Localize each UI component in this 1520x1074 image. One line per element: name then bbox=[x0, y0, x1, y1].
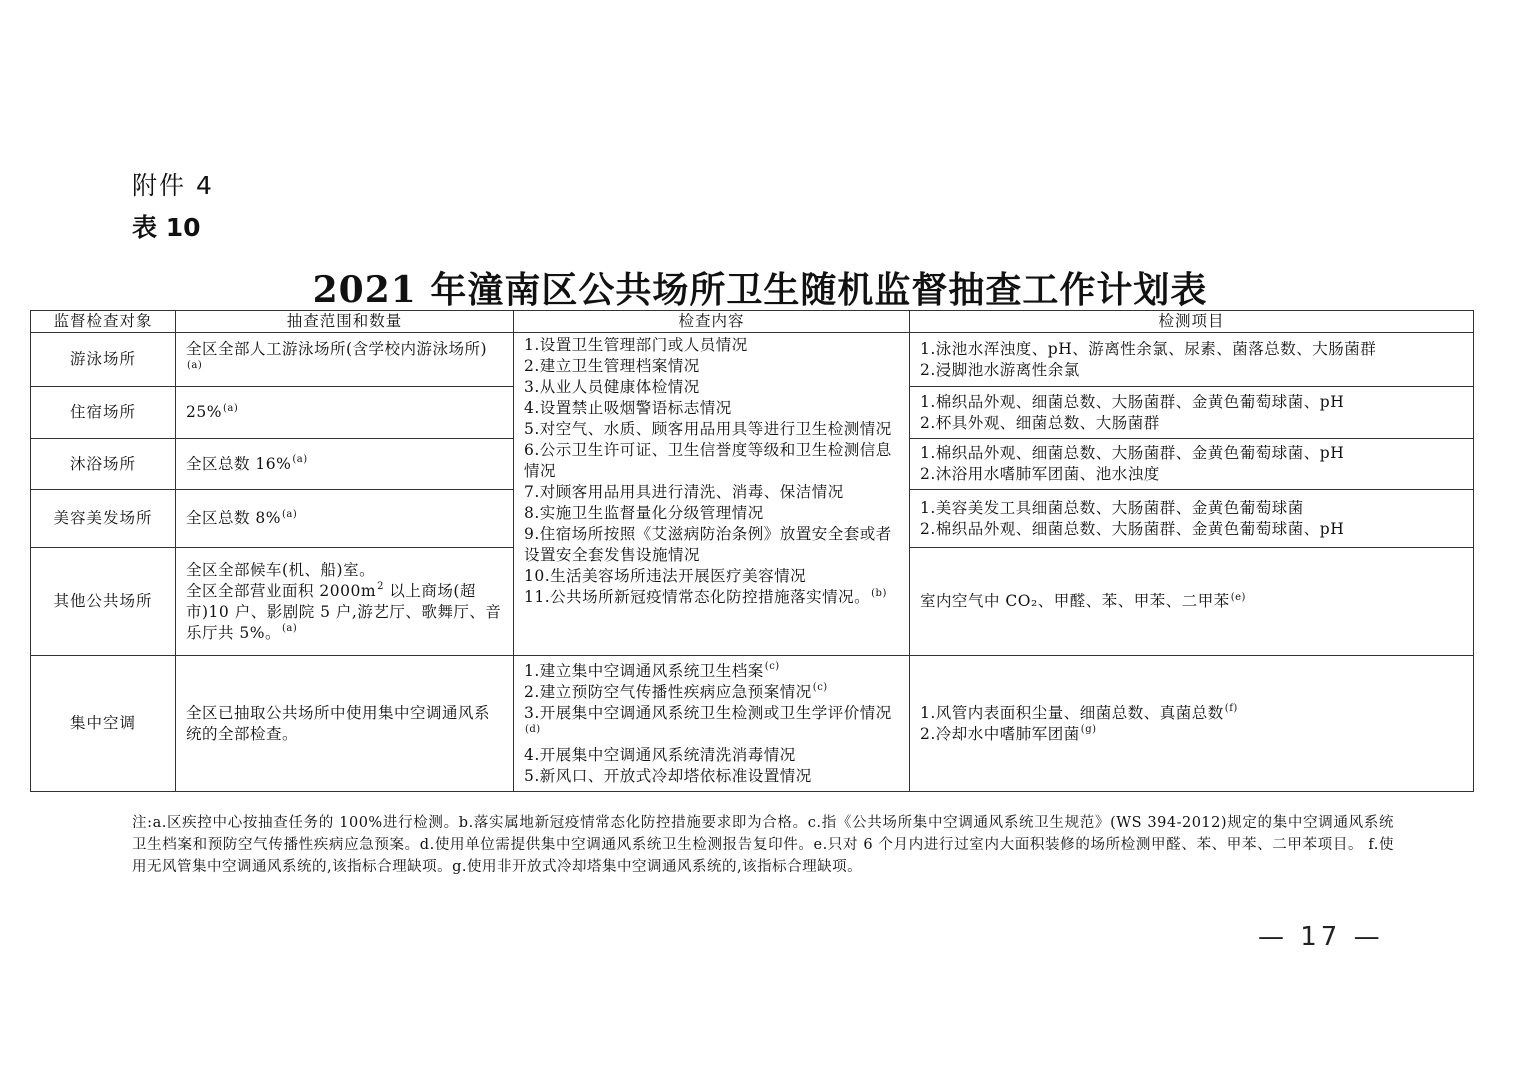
table-row bbox=[31, 656, 1474, 792]
inspection-plan-table bbox=[30, 310, 1474, 792]
row-items bbox=[910, 548, 1474, 656]
footnote-text: 注:a.区疾控中心按抽查任务的 100%进行检测。b.落实属地新冠疫情常态化防控措施要求即为合格。c.指《公共场所集中空调通风系统卫生规范》(WS 394-2012)规定的集中空调通风系统卫生档案和预防空气传播性疾病应急预案。d.使用单位需提供集中空调通风系统卫生检测报告复印件。e.只对 6 个月内进行过室内大面积装修的场所检测甲醛、苯、甲苯、二甲苯项目。 f.使用无风管集中空调通风系统的,该指标合理缺项。g.使用非开放式冷却塔集中空调通风系统的,该指标合理缺项。 bbox=[132, 815, 1394, 875]
header-scope: 抽查范围和数量 bbox=[176, 311, 514, 333]
item-line: 1.棉织品外观、细菌总数、大肠菌群、金黄色葡萄球菌、pH bbox=[920, 392, 1345, 411]
footnote-mark: (a) bbox=[292, 454, 308, 466]
item-line: 室内空气中 CO₂、甲醛、苯、甲苯、二甲苯 bbox=[920, 592, 1230, 610]
content-item: 2.建立卫生管理档案情况 bbox=[524, 357, 700, 375]
document-title: 2021 年潼南区公共场所卫生随机监督抽查工作计划表 bbox=[312, 269, 1208, 311]
item-line bbox=[920, 724, 1463, 745]
row-scope bbox=[176, 490, 514, 548]
scope-text: 全区全部候车(机、船)室。 bbox=[186, 560, 376, 579]
item-line: 2.杯具外观、细菌总数、大肠菌群 bbox=[920, 413, 1160, 432]
footnote-mark: (a) bbox=[187, 360, 203, 372]
item-text: 1.风管内表面积尘量、细菌总数、真菌总数 bbox=[920, 703, 1224, 722]
item-line: 1.美容美发工具细菌总数、大肠菌群、金黄色葡萄球菌 bbox=[920, 498, 1304, 517]
row-items bbox=[910, 333, 1474, 387]
row-object: 美容美发场所 bbox=[31, 490, 176, 548]
row-object: 住宿场所 bbox=[31, 387, 176, 439]
content-item bbox=[524, 703, 899, 745]
footnote-mark: (b) bbox=[871, 587, 887, 599]
scope-text-part: 以上商场(超市)10 户、影剧院 5 户,游艺厅、歌舞厅、音乐厅共 5%。 bbox=[186, 581, 502, 642]
item-line: 2.棉织品外观、细菌总数、大肠菌群、金黄色葡萄球菌、pH bbox=[920, 519, 1345, 538]
page-number: — 17 — bbox=[1258, 922, 1384, 952]
row-scope bbox=[176, 333, 514, 387]
content-item: 4.设置禁止吸烟警语标志情况 bbox=[524, 399, 732, 417]
content-item: 6.公示卫生许可证、卫生信誉度等级和卫生检测信息情况 bbox=[524, 441, 892, 480]
content-item: 5.对空气、水质、顾客用品用具等进行卫生检测情况 bbox=[524, 420, 892, 438]
shared-content-cell bbox=[514, 333, 910, 656]
item-line: 2.沐浴用水嗜肺军团菌、池水浊度 bbox=[920, 465, 1160, 483]
content-item-text: 3.开展集中空调通风系统卫生检测或卫生学评价情况 bbox=[524, 703, 892, 722]
item-line bbox=[920, 703, 1463, 724]
row-object: 游泳场所 bbox=[31, 333, 176, 387]
row-scope bbox=[176, 387, 514, 439]
table-number: 表 10 bbox=[132, 213, 201, 242]
content-item-text: 1.建立集中空调通风系统卫生档案 bbox=[524, 661, 764, 680]
scope-text-part: 全区全部营业面积 2000m bbox=[186, 581, 377, 600]
content-item: 3.从业人员健康体检情况 bbox=[524, 378, 700, 396]
content-item: 4.开展集中空调通风系统清洗消毒情况 bbox=[524, 745, 796, 764]
header-object: 监督检查对象 bbox=[31, 311, 176, 333]
scope-text-2 bbox=[186, 581, 503, 644]
scope-text: 全区全部人工游泳场所(含学校内游泳场所) bbox=[186, 339, 488, 358]
row-scope: 全区已抽取公共场所中使用集中空调通风系统的全部检查。 bbox=[176, 656, 514, 792]
footnote-mark: (d) bbox=[525, 724, 541, 736]
row-object: 其他公共场所 bbox=[31, 548, 176, 656]
header-items: 检测项目 bbox=[910, 311, 1474, 333]
footnote-mark: (e) bbox=[1230, 591, 1246, 603]
content-item-last bbox=[524, 587, 899, 608]
row-items bbox=[910, 439, 1474, 490]
scope-text: 全区总数 8% bbox=[186, 509, 282, 527]
content-item-text: 11.公共场所新冠疫情常态化防控措施落实情况。 bbox=[524, 588, 871, 606]
row-content bbox=[514, 656, 910, 792]
content-item bbox=[524, 682, 899, 703]
scope-text: 全区总数 16% bbox=[186, 454, 292, 473]
footnote-mark: (a) bbox=[222, 402, 239, 414]
row-items bbox=[910, 490, 1474, 548]
scope-text: 25% bbox=[186, 403, 222, 421]
footnote-mark: (g) bbox=[1080, 724, 1097, 736]
row-scope bbox=[176, 548, 514, 656]
content-item: 9.住宿场所按照《艾滋病防治条例》放置安全套或者设置安全套发售设施情况 bbox=[524, 525, 892, 564]
attachment-label: 附件 4 bbox=[132, 171, 214, 200]
row-scope bbox=[176, 439, 514, 490]
content-item-text: 2.建立预防空气传播性疾病应急预案情况 bbox=[524, 682, 812, 701]
item-line: 1.泳池水浑浊度、pH、游离性余氯、尿素、菌落总数、大肠菌群 bbox=[920, 339, 1377, 358]
item-line: 1.棉织品外观、细菌总数、大肠菌群、金黄色葡萄球菌、pH bbox=[920, 444, 1345, 462]
footnote-mark: (a) bbox=[282, 623, 298, 635]
content-item: 8.实施卫生监督量化分级管理情况 bbox=[524, 504, 764, 522]
row-object: 集中空调 bbox=[31, 656, 176, 792]
header-content: 检查内容 bbox=[514, 311, 910, 333]
row-items bbox=[910, 387, 1474, 439]
content-item: 10.生活美容场所违法开展医疗美容情况 bbox=[524, 567, 807, 585]
content-item: 7.对顾客用品用具进行清洗、消毒、保洁情况 bbox=[524, 483, 844, 501]
content-item: 5.新风口、开放式冷却塔依标准设置情况 bbox=[524, 766, 812, 785]
item-text: 2.冷却水中嗜肺军团菌 bbox=[920, 724, 1080, 743]
table-row bbox=[31, 333, 1474, 387]
row-items bbox=[910, 656, 1474, 792]
superscript-2: 2 bbox=[377, 581, 384, 593]
footnote-mark: (a) bbox=[282, 508, 298, 520]
item-line: 2.浸脚池水游离性余氯 bbox=[920, 360, 1080, 379]
content-item: 1.设置卫生管理部门或人员情况 bbox=[524, 336, 748, 354]
footnote-mark: (c) bbox=[764, 661, 780, 673]
footnote-mark: (f) bbox=[1224, 703, 1238, 715]
table-header-row bbox=[31, 311, 1474, 333]
content-item bbox=[524, 661, 899, 682]
row-object: 沐浴场所 bbox=[31, 439, 176, 490]
footnote-mark: (c) bbox=[812, 682, 828, 694]
